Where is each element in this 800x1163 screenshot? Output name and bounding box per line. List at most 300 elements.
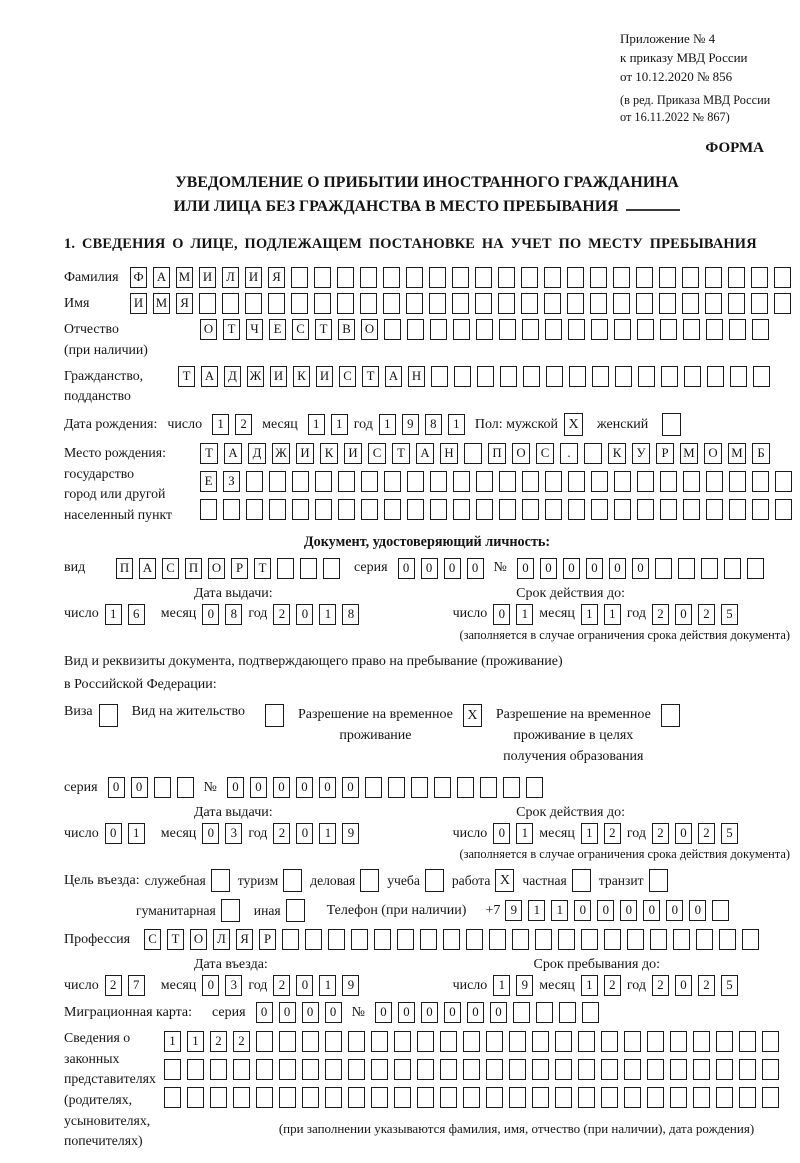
char-cell[interactable]: [613, 267, 630, 288]
char-cell[interactable]: [536, 1002, 553, 1023]
char-cell[interactable]: [440, 1031, 457, 1052]
char-cell[interactable]: М: [153, 293, 170, 314]
char-cell[interactable]: Т: [362, 366, 379, 387]
purpose-business-checkbox[interactable]: [360, 869, 379, 892]
char-cell[interactable]: 0: [620, 900, 637, 921]
char-cell[interactable]: [705, 267, 722, 288]
purpose-official-checkbox[interactable]: [211, 869, 230, 892]
char-cell[interactable]: 0: [444, 558, 461, 579]
char-cell[interactable]: [360, 293, 377, 314]
char-cell[interactable]: [246, 471, 263, 492]
char-cell[interactable]: [592, 366, 609, 387]
char-cell[interactable]: [499, 319, 516, 340]
char-cell[interactable]: [568, 499, 585, 520]
char-cell[interactable]: [693, 1087, 710, 1108]
char-cell[interactable]: [430, 471, 447, 492]
char-cell[interactable]: 0: [563, 558, 580, 579]
char-cell[interactable]: [624, 1059, 641, 1080]
char-cell[interactable]: Т: [167, 929, 184, 950]
char-cell[interactable]: [647, 1031, 664, 1052]
purpose-private-checkbox[interactable]: [572, 869, 591, 892]
char-cell[interactable]: З: [223, 471, 240, 492]
char-cell[interactable]: 1: [319, 823, 336, 844]
char-cell[interactable]: [701, 558, 718, 579]
char-cell[interactable]: [500, 366, 517, 387]
char-cell[interactable]: 0: [250, 777, 267, 798]
char-cell[interactable]: [545, 471, 562, 492]
char-cell[interactable]: [430, 319, 447, 340]
char-cell[interactable]: [463, 1031, 480, 1052]
char-cell[interactable]: [655, 558, 672, 579]
char-cell[interactable]: [567, 293, 584, 314]
char-cell[interactable]: [315, 471, 332, 492]
char-cell[interactable]: 0: [609, 558, 626, 579]
char-cell[interactable]: 1: [105, 604, 122, 625]
char-cell[interactable]: [522, 499, 539, 520]
char-cell[interactable]: 1: [493, 975, 510, 996]
char-cell[interactable]: [774, 267, 791, 288]
char-cell[interactable]: [282, 929, 299, 950]
char-cell[interactable]: [775, 499, 792, 520]
char-cell[interactable]: О: [208, 558, 225, 579]
char-cell[interactable]: 0: [108, 777, 125, 798]
char-cell[interactable]: [475, 267, 492, 288]
char-cell[interactable]: [199, 293, 216, 314]
char-cell[interactable]: [417, 1059, 434, 1080]
char-cell[interactable]: [486, 1087, 503, 1108]
char-cell[interactable]: [164, 1087, 181, 1108]
char-cell[interactable]: У: [632, 443, 650, 464]
char-cell[interactable]: 2: [652, 604, 669, 625]
char-cell[interactable]: [660, 471, 677, 492]
char-cell[interactable]: 5: [721, 823, 738, 844]
char-cell[interactable]: 0: [227, 777, 244, 798]
char-cell[interactable]: [256, 1087, 273, 1108]
char-cell[interactable]: [739, 1031, 756, 1052]
char-cell[interactable]: [337, 293, 354, 314]
char-cell[interactable]: 1: [331, 414, 348, 435]
char-cell[interactable]: Ч: [246, 319, 263, 340]
char-cell[interactable]: [753, 366, 770, 387]
char-cell[interactable]: [371, 1087, 388, 1108]
char-cell[interactable]: [325, 1031, 342, 1052]
char-cell[interactable]: 1: [516, 604, 533, 625]
char-cell[interactable]: [693, 1031, 710, 1052]
char-cell[interactable]: 0: [131, 777, 148, 798]
char-cell[interactable]: [636, 267, 653, 288]
char-cell[interactable]: 0: [296, 823, 313, 844]
char-cell[interactable]: [452, 293, 469, 314]
char-cell[interactable]: А: [385, 366, 402, 387]
char-cell[interactable]: [546, 366, 563, 387]
char-cell[interactable]: [338, 471, 355, 492]
char-cell[interactable]: [532, 1059, 549, 1080]
char-cell[interactable]: [660, 499, 677, 520]
char-cell[interactable]: П: [185, 558, 202, 579]
char-cell[interactable]: [256, 1059, 273, 1080]
char-cell[interactable]: [325, 1087, 342, 1108]
char-cell[interactable]: И: [130, 293, 147, 314]
char-cell[interactable]: [154, 777, 171, 798]
char-cell[interactable]: [512, 929, 529, 950]
char-cell[interactable]: [407, 319, 424, 340]
char-cell[interactable]: [591, 499, 608, 520]
char-cell[interactable]: 1: [212, 414, 229, 435]
char-cell[interactable]: [407, 471, 424, 492]
char-cell[interactable]: [742, 929, 759, 950]
char-cell[interactable]: Т: [392, 443, 410, 464]
char-cell[interactable]: 0: [342, 777, 359, 798]
char-cell[interactable]: 0: [296, 975, 313, 996]
char-cell[interactable]: [601, 1087, 618, 1108]
char-cell[interactable]: К: [320, 443, 338, 464]
char-cell[interactable]: 1: [604, 604, 621, 625]
char-cell[interactable]: С: [536, 443, 554, 464]
char-cell[interactable]: 0: [467, 558, 484, 579]
char-cell[interactable]: 1: [448, 414, 465, 435]
char-cell[interactable]: [480, 777, 497, 798]
char-cell[interactable]: [683, 471, 700, 492]
char-cell[interactable]: [394, 1087, 411, 1108]
char-cell[interactable]: [590, 293, 607, 314]
char-cell[interactable]: [670, 1087, 687, 1108]
char-cell[interactable]: 0: [398, 558, 415, 579]
char-cell[interactable]: Д: [224, 366, 241, 387]
char-cell[interactable]: 1: [308, 414, 325, 435]
char-cell[interactable]: [762, 1059, 779, 1080]
char-cell[interactable]: 9: [342, 975, 359, 996]
char-cell[interactable]: [762, 1031, 779, 1052]
char-cell[interactable]: 2: [105, 975, 122, 996]
char-cell[interactable]: [523, 366, 540, 387]
char-cell[interactable]: Ф: [130, 267, 147, 288]
char-cell[interactable]: [223, 499, 240, 520]
char-cell[interactable]: [245, 293, 262, 314]
char-cell[interactable]: [394, 1031, 411, 1052]
char-cell[interactable]: 0: [375, 1002, 392, 1023]
char-cell[interactable]: И: [199, 267, 216, 288]
char-cell[interactable]: [417, 1087, 434, 1108]
char-cell[interactable]: 0: [493, 604, 510, 625]
char-cell[interactable]: 2: [273, 975, 290, 996]
char-cell[interactable]: Т: [178, 366, 195, 387]
char-cell[interactable]: С: [339, 366, 356, 387]
char-cell[interactable]: Т: [200, 443, 218, 464]
char-cell[interactable]: [476, 319, 493, 340]
char-cell[interactable]: 2: [652, 823, 669, 844]
char-cell[interactable]: 0: [202, 975, 219, 996]
char-cell[interactable]: 1: [319, 604, 336, 625]
char-cell[interactable]: [443, 929, 460, 950]
temp-residence-checkbox[interactable]: X: [463, 704, 482, 727]
char-cell[interactable]: [360, 267, 377, 288]
char-cell[interactable]: [762, 1087, 779, 1108]
char-cell[interactable]: 0: [444, 1002, 461, 1023]
char-cell[interactable]: [466, 929, 483, 950]
char-cell[interactable]: 2: [698, 823, 715, 844]
char-cell[interactable]: 2: [235, 414, 252, 435]
purpose-study-checkbox[interactable]: [425, 869, 444, 892]
char-cell[interactable]: И: [344, 443, 362, 464]
char-cell[interactable]: [256, 1031, 273, 1052]
char-cell[interactable]: 2: [273, 604, 290, 625]
char-cell[interactable]: Ж: [272, 443, 290, 464]
char-cell[interactable]: [614, 471, 631, 492]
char-cell[interactable]: [411, 777, 428, 798]
char-cell[interactable]: О: [512, 443, 530, 464]
char-cell[interactable]: В: [338, 319, 355, 340]
char-cell[interactable]: А: [416, 443, 434, 464]
char-cell[interactable]: [246, 499, 263, 520]
char-cell[interactable]: С: [368, 443, 386, 464]
sex-female-checkbox[interactable]: [662, 413, 681, 436]
char-cell[interactable]: [532, 1087, 549, 1108]
char-cell[interactable]: [187, 1059, 204, 1080]
char-cell[interactable]: Т: [254, 558, 271, 579]
char-cell[interactable]: [383, 293, 400, 314]
char-cell[interactable]: 0: [421, 558, 438, 579]
char-cell[interactable]: [477, 366, 494, 387]
char-cell[interactable]: 0: [490, 1002, 507, 1023]
char-cell[interactable]: [210, 1087, 227, 1108]
char-cell[interactable]: 0: [517, 558, 534, 579]
char-cell[interactable]: [384, 471, 401, 492]
char-cell[interactable]: [164, 1059, 181, 1080]
char-cell[interactable]: Н: [440, 443, 458, 464]
char-cell[interactable]: [302, 1087, 319, 1108]
char-cell[interactable]: [269, 471, 286, 492]
char-cell[interactable]: .: [560, 443, 578, 464]
char-cell[interactable]: Б: [752, 443, 770, 464]
char-cell[interactable]: С: [144, 929, 161, 950]
char-cell[interactable]: [429, 293, 446, 314]
char-cell[interactable]: 0: [643, 900, 660, 921]
char-cell[interactable]: 3: [225, 975, 242, 996]
char-cell[interactable]: С: [292, 319, 309, 340]
char-cell[interactable]: [361, 499, 378, 520]
char-cell[interactable]: [499, 471, 516, 492]
char-cell[interactable]: [453, 499, 470, 520]
char-cell[interactable]: О: [704, 443, 722, 464]
char-cell[interactable]: 2: [698, 975, 715, 996]
char-cell[interactable]: 2: [652, 975, 669, 996]
char-cell[interactable]: [351, 929, 368, 950]
char-cell[interactable]: [279, 1059, 296, 1080]
char-cell[interactable]: [291, 267, 308, 288]
char-cell[interactable]: [637, 499, 654, 520]
char-cell[interactable]: 2: [210, 1031, 227, 1052]
purpose-transit-checkbox[interactable]: [649, 869, 668, 892]
char-cell[interactable]: Н: [408, 366, 425, 387]
char-cell[interactable]: [420, 929, 437, 950]
char-cell[interactable]: [555, 1031, 572, 1052]
char-cell[interactable]: 2: [273, 823, 290, 844]
char-cell[interactable]: 0: [325, 1002, 342, 1023]
char-cell[interactable]: 0: [279, 1002, 296, 1023]
char-cell[interactable]: И: [296, 443, 314, 464]
char-cell[interactable]: [302, 1059, 319, 1080]
char-cell[interactable]: 2: [604, 975, 621, 996]
char-cell[interactable]: [747, 558, 764, 579]
char-cell[interactable]: 7: [128, 975, 145, 996]
char-cell[interactable]: [545, 499, 562, 520]
char-cell[interactable]: [693, 1059, 710, 1080]
char-cell[interactable]: [637, 319, 654, 340]
char-cell[interactable]: [431, 366, 448, 387]
char-cell[interactable]: [521, 267, 538, 288]
char-cell[interactable]: [499, 499, 516, 520]
char-cell[interactable]: [233, 1059, 250, 1080]
char-cell[interactable]: [486, 1031, 503, 1052]
char-cell[interactable]: [365, 777, 382, 798]
char-cell[interactable]: 1: [379, 414, 396, 435]
char-cell[interactable]: [624, 1031, 641, 1052]
char-cell[interactable]: 6: [128, 604, 145, 625]
char-cell[interactable]: [475, 293, 492, 314]
char-cell[interactable]: 1: [551, 900, 568, 921]
char-cell[interactable]: [707, 366, 724, 387]
char-cell[interactable]: [661, 366, 678, 387]
char-cell[interactable]: [434, 777, 451, 798]
char-cell[interactable]: М: [728, 443, 746, 464]
char-cell[interactable]: [568, 319, 585, 340]
char-cell[interactable]: [222, 293, 239, 314]
char-cell[interactable]: [328, 929, 345, 950]
char-cell[interactable]: [513, 1002, 530, 1023]
char-cell[interactable]: [509, 1087, 526, 1108]
char-cell[interactable]: [509, 1031, 526, 1052]
char-cell[interactable]: [384, 319, 401, 340]
char-cell[interactable]: [440, 1087, 457, 1108]
char-cell[interactable]: [302, 1031, 319, 1052]
char-cell[interactable]: 0: [689, 900, 706, 921]
char-cell[interactable]: [719, 929, 736, 950]
char-cell[interactable]: [522, 319, 539, 340]
char-cell[interactable]: [684, 366, 701, 387]
char-cell[interactable]: 0: [296, 777, 313, 798]
char-cell[interactable]: [526, 777, 543, 798]
char-cell[interactable]: [705, 293, 722, 314]
char-cell[interactable]: [522, 471, 539, 492]
char-cell[interactable]: [463, 1059, 480, 1080]
char-cell[interactable]: 0: [296, 604, 313, 625]
char-cell[interactable]: [751, 267, 768, 288]
char-cell[interactable]: [578, 1031, 595, 1052]
char-cell[interactable]: [394, 1059, 411, 1080]
char-cell[interactable]: Е: [269, 319, 286, 340]
char-cell[interactable]: [578, 1087, 595, 1108]
char-cell[interactable]: [532, 1031, 549, 1052]
char-cell[interactable]: [463, 1087, 480, 1108]
char-cell[interactable]: [453, 319, 470, 340]
char-cell[interactable]: [315, 499, 332, 520]
char-cell[interactable]: 2: [604, 823, 621, 844]
char-cell[interactable]: 0: [675, 604, 692, 625]
char-cell[interactable]: [430, 499, 447, 520]
char-cell[interactable]: [752, 471, 769, 492]
char-cell[interactable]: 5: [721, 975, 738, 996]
char-cell[interactable]: И: [245, 267, 262, 288]
char-cell[interactable]: [614, 499, 631, 520]
char-cell[interactable]: Т: [315, 319, 332, 340]
char-cell[interactable]: [535, 929, 552, 950]
char-cell[interactable]: [200, 499, 217, 520]
char-cell[interactable]: 1: [581, 604, 598, 625]
char-cell[interactable]: [314, 293, 331, 314]
char-cell[interactable]: [682, 267, 699, 288]
char-cell[interactable]: Я: [236, 929, 253, 950]
char-cell[interactable]: М: [680, 443, 698, 464]
char-cell[interactable]: [647, 1087, 664, 1108]
char-cell[interactable]: [388, 777, 405, 798]
residence-permit-checkbox[interactable]: [265, 704, 284, 727]
char-cell[interactable]: [371, 1031, 388, 1052]
char-cell[interactable]: [521, 293, 538, 314]
char-cell[interactable]: [712, 900, 729, 921]
char-cell[interactable]: [624, 1087, 641, 1108]
char-cell[interactable]: 1: [164, 1031, 181, 1052]
char-cell[interactable]: А: [139, 558, 156, 579]
char-cell[interactable]: [544, 267, 561, 288]
char-cell[interactable]: 9: [342, 823, 359, 844]
char-cell[interactable]: [739, 1087, 756, 1108]
char-cell[interactable]: [486, 1059, 503, 1080]
char-cell[interactable]: [464, 443, 482, 464]
char-cell[interactable]: [650, 929, 667, 950]
char-cell[interactable]: [544, 293, 561, 314]
char-cell[interactable]: [325, 1059, 342, 1080]
char-cell[interactable]: 0: [421, 1002, 438, 1023]
char-cell[interactable]: [417, 1031, 434, 1052]
char-cell[interactable]: [582, 1002, 599, 1023]
char-cell[interactable]: [555, 1087, 572, 1108]
char-cell[interactable]: [673, 929, 690, 950]
char-cell[interactable]: [670, 1059, 687, 1080]
char-cell[interactable]: [407, 499, 424, 520]
char-cell[interactable]: 8: [225, 604, 242, 625]
char-cell[interactable]: [371, 1059, 388, 1080]
char-cell[interactable]: 0: [273, 777, 290, 798]
char-cell[interactable]: 1: [581, 823, 598, 844]
char-cell[interactable]: 0: [540, 558, 557, 579]
char-cell[interactable]: 0: [666, 900, 683, 921]
char-cell[interactable]: [300, 558, 317, 579]
char-cell[interactable]: [476, 499, 493, 520]
char-cell[interactable]: [716, 1087, 733, 1108]
char-cell[interactable]: [683, 319, 700, 340]
char-cell[interactable]: 2: [698, 604, 715, 625]
char-cell[interactable]: Д: [248, 443, 266, 464]
char-cell[interactable]: [659, 267, 676, 288]
char-cell[interactable]: [730, 366, 747, 387]
char-cell[interactable]: [739, 1059, 756, 1080]
char-cell[interactable]: Л: [222, 267, 239, 288]
char-cell[interactable]: [716, 1031, 733, 1052]
char-cell[interactable]: [660, 319, 677, 340]
char-cell[interactable]: 8: [342, 604, 359, 625]
char-cell[interactable]: [453, 471, 470, 492]
char-cell[interactable]: 5: [721, 604, 738, 625]
purpose-tourism-checkbox[interactable]: [283, 869, 302, 892]
char-cell[interactable]: [752, 499, 769, 520]
char-cell[interactable]: [604, 929, 621, 950]
char-cell[interactable]: 1: [319, 975, 336, 996]
char-cell[interactable]: [187, 1087, 204, 1108]
char-cell[interactable]: [292, 499, 309, 520]
char-cell[interactable]: [636, 293, 653, 314]
char-cell[interactable]: [724, 558, 741, 579]
char-cell[interactable]: [337, 267, 354, 288]
